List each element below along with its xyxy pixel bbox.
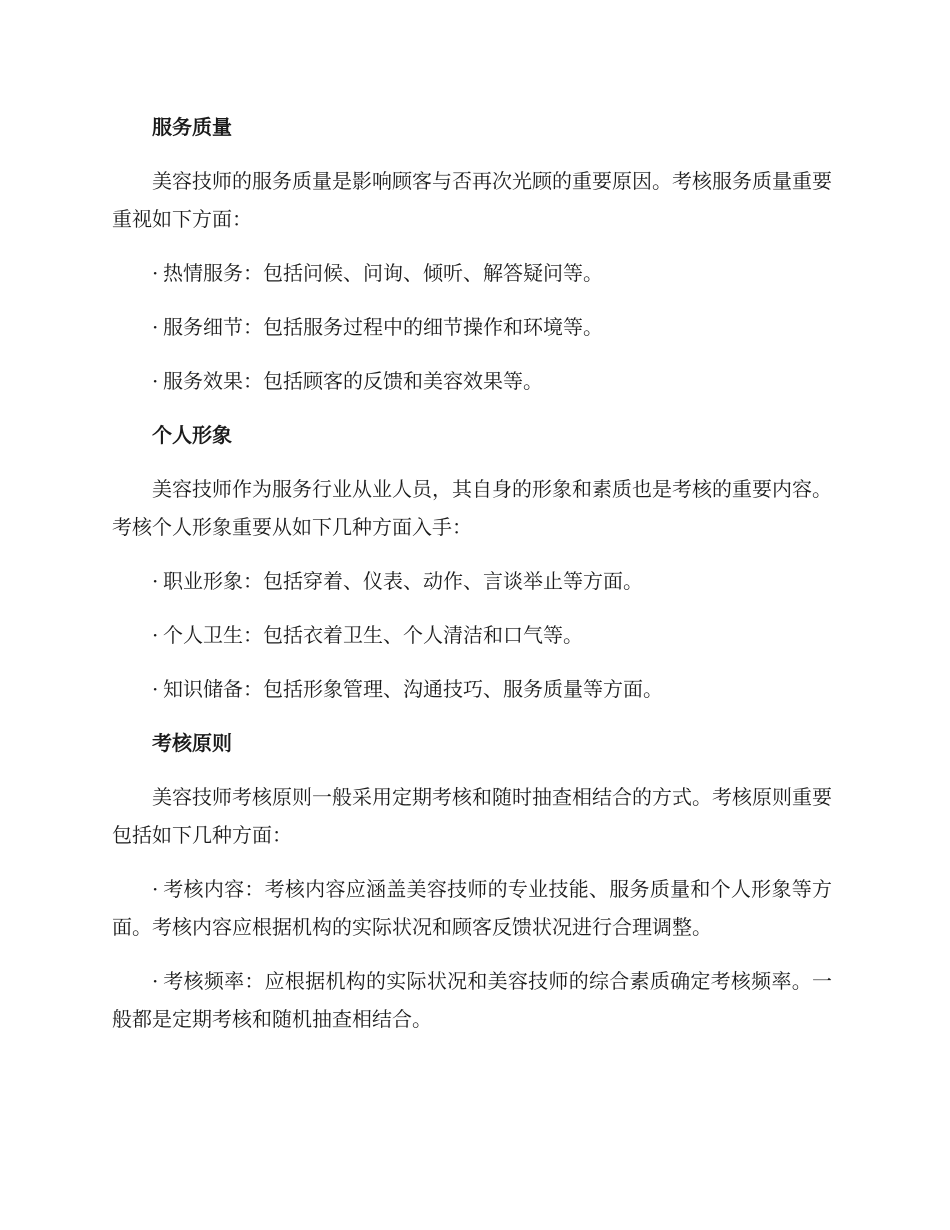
bullet-dot-icon: ·: [152, 969, 159, 993]
section-intro-assessment-principles: 美容技师考核原则一般采用定期考核和随时抽查相结合的方式。考核原则重要包括如下几种方面：: [112, 785, 832, 847]
bullet-item: [112, 362, 832, 400]
bullet-item: [112, 308, 832, 346]
bullet-dot-icon: ·: [152, 623, 159, 647]
section-heading-assessment-principles: 考核原则: [152, 731, 232, 755]
bullet-text: 个人卫生：包括衣着卫生、个人清洁和口气等。: [163, 623, 583, 647]
bullet-dot-icon: ·: [152, 369, 159, 393]
bullet-text: 知识储备：包括形象管理、沟通技巧、服务质量等方面。: [163, 677, 663, 701]
bullet-dot-icon: ·: [152, 261, 159, 285]
bullet-item: [112, 562, 832, 600]
bullet-text: 热情服务：包括问候、问询、倾听、解答疑问等。: [163, 261, 603, 285]
section-heading-service-quality: 服务质量: [152, 115, 232, 139]
bullet-item: [112, 870, 832, 946]
bullet-dot-icon: ·: [152, 569, 159, 593]
section-intro-personal-image: 美容技师作为服务行业从业人员，其自身的形象和素质也是考核的重要内容。考核个人形象重要从如下几种方面入手：: [112, 477, 832, 539]
bullet-text: 考核频率：应根据机构的实际状况和美容技师的综合素质确定考核频率。一般都是定期考核和随机抽查相结合。: [112, 969, 832, 1031]
bullet-dot-icon: ·: [152, 315, 159, 339]
bullet-item: [112, 254, 832, 292]
bullet-text: 服务效果：包括顾客的反馈和美容效果等。: [163, 369, 543, 393]
section-intro-service-quality: 美容技师的服务质量是影响顾客与否再次光顾的重要原因。考核服务质量重要重视如下方面：: [112, 169, 832, 231]
bullet-text: 职业形象：包括穿着、仪表、动作、言谈举止等方面。: [163, 569, 643, 593]
bullet-item: [112, 616, 832, 654]
document-page: [112, 108, 832, 1054]
bullet-dot-icon: ·: [152, 677, 159, 701]
bullet-text: 服务细节：包括服务过程中的细节操作和环境等。: [163, 315, 603, 339]
bullet-text: 考核内容：考核内容应涵盖美容技师的专业技能、服务质量和个人形象等方面。考核内容应根据机构的实际状况和顾客反馈状况进行合理调整。: [112, 877, 832, 939]
section-heading-personal-image: 个人形象: [152, 423, 232, 447]
bullet-dot-icon: ·: [152, 877, 159, 901]
bullet-item: [112, 962, 832, 1038]
bullet-item: [112, 670, 832, 708]
